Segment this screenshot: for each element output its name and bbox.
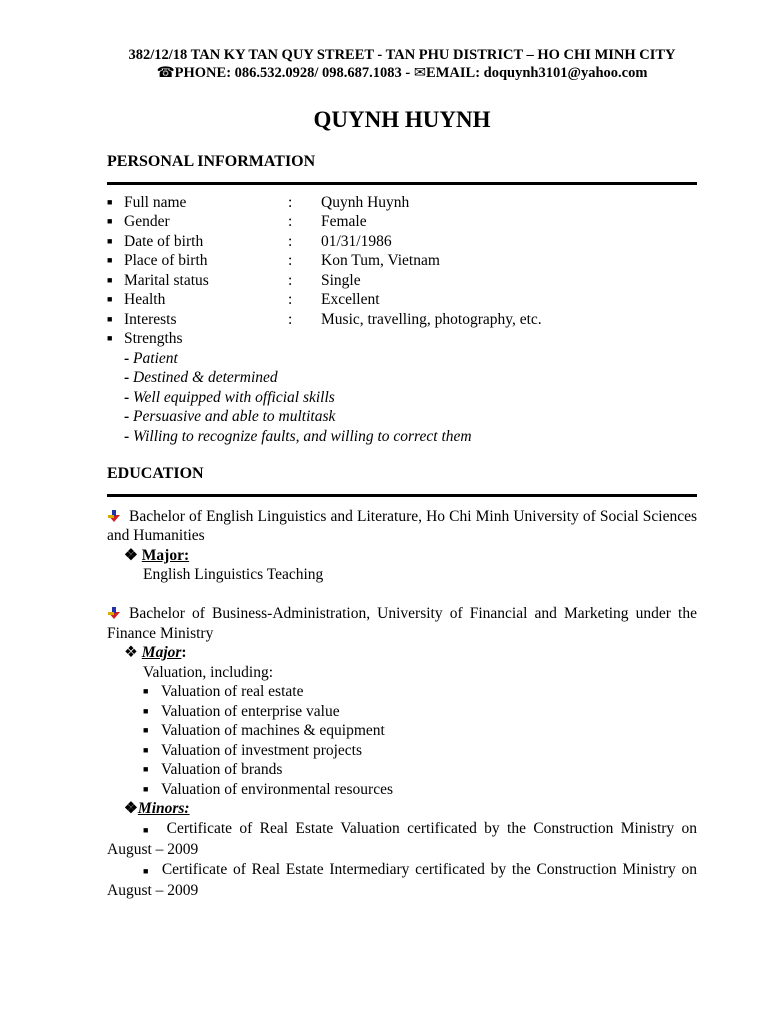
square-bullet-icon: ■ <box>107 216 113 226</box>
list-item: ■ Valuation of enterprise value <box>143 702 340 720</box>
strength-item: - Destined & determined <box>124 369 278 386</box>
square-bullet-icon: ■ <box>143 744 149 755</box>
square-bullet-icon: ■ <box>143 725 149 735</box>
strength-item: - Well equipped with official skills <box>124 388 335 406</box>
arrow-down-bullet-icon <box>107 507 129 527</box>
info-row <box>107 310 697 330</box>
info-label: Place of birth <box>124 252 208 269</box>
square-bullet-icon: ■ <box>143 783 149 794</box>
envelope-icon: ✉ <box>413 65 427 81</box>
square-bullet-icon: ■ <box>107 313 113 324</box>
degree-entry <box>107 604 697 643</box>
info-separator: : <box>288 193 293 211</box>
strength-item: - Willing to recognize faults, and willing to correct them <box>124 427 472 445</box>
section-divider <box>107 182 697 185</box>
info-value: 01/31/1986 <box>321 232 392 250</box>
list-item: ■ Valuation of real estate <box>143 683 304 700</box>
diamond-bullet-icon: ❖ <box>124 546 142 564</box>
education-heading: EDUCATION <box>107 465 204 482</box>
major-label: Major <box>141 644 182 661</box>
major-value: English Linguistics Teaching <box>143 566 324 583</box>
info-row <box>107 290 697 310</box>
major-heading <box>107 546 697 566</box>
info-row <box>107 251 697 271</box>
list-item: ■ Valuation of brands <box>143 761 283 778</box>
list-item: ■ Valuation of investment projects <box>143 741 363 759</box>
degree-entry <box>107 507 697 546</box>
square-bullet-icon: ■ <box>143 686 149 696</box>
info-label: Interests <box>124 310 177 328</box>
strength-item: - Patient <box>124 349 178 367</box>
info-value: Quynh Huynh <box>321 193 410 211</box>
info-row <box>107 212 697 232</box>
list-item: ■ Valuation of machines & equipment <box>143 722 385 739</box>
info-value: Kon Tum, Vietnam <box>321 252 440 269</box>
degree-title: Bachelor of English Linguistics and Literature, Ho Chi Minh University of Social Sciences and Humanities <box>107 507 697 544</box>
personal-info-list <box>107 193 697 447</box>
info-separator: : <box>288 310 293 328</box>
square-bullet-icon: ■ <box>107 274 113 285</box>
square-bullet-icon: ■ <box>143 705 149 716</box>
square-bullet-icon: ■ <box>143 824 152 835</box>
square-bullet-icon: ■ <box>107 333 113 343</box>
strengths-label: Strengths <box>124 330 183 347</box>
phone-icon: ☎ <box>156 65 175 81</box>
major-intro: Valuation, including: <box>143 663 274 681</box>
square-bullet-icon: ■ <box>107 255 113 265</box>
info-value: Female <box>321 213 367 230</box>
info-label: Date of birth <box>124 232 204 250</box>
resume-page <box>107 46 697 901</box>
info-value: Excellent <box>321 291 380 308</box>
info-value: Music, travelling, photography, etc. <box>321 310 542 328</box>
contact-line <box>107 64 697 82</box>
info-separator: : <box>288 291 293 308</box>
square-bullet-icon: ■ <box>143 865 151 876</box>
square-bullet-icon: ■ <box>107 235 113 246</box>
info-separator: : <box>288 252 293 269</box>
info-row <box>107 193 697 213</box>
diamond-bullet-icon: ❖ <box>124 644 142 661</box>
degree-title: Bachelor of Business-Administration, University of Financial and Marketing under the Finance Ministry <box>107 605 697 642</box>
personal-heading: PERSONAL INFORMATION <box>107 153 316 170</box>
square-bullet-icon: ■ <box>107 196 113 207</box>
email-text: EMAIL: doquynh3101@yahoo.com <box>426 65 648 81</box>
info-label: Marital status <box>124 271 209 289</box>
square-bullet-icon: ■ <box>107 294 113 304</box>
info-separator: : <box>288 213 293 230</box>
info-separator: : <box>288 271 293 289</box>
major-label: Major: <box>141 546 190 564</box>
minors-heading <box>107 799 697 819</box>
diamond-bullet-icon: ❖ <box>124 800 138 817</box>
minors-label: Minors: <box>137 800 190 817</box>
list-item: ■ Valuation of environmental resources <box>143 780 393 798</box>
major-heading: ❖ Major: <box>124 644 187 661</box>
section-divider <box>107 494 697 497</box>
info-label: Full name <box>124 193 187 211</box>
address-line: 382/12/18 TAN KY TAN QUY STREET - TAN PHU DISTRICT – HO CHI MINH CITY <box>128 47 676 63</box>
arrow-down-bullet-icon <box>107 604 129 624</box>
info-row <box>107 329 697 349</box>
candidate-name: QUYNH HUYNH <box>313 107 491 132</box>
info-label: Health <box>124 291 166 308</box>
info-row <box>107 271 697 291</box>
info-row <box>107 232 697 252</box>
minor-item: ■ Certificate of Real Estate Intermediary certificated by the Construction Ministry on August – 2009 <box>107 860 698 899</box>
minor-item: ■ Certificate of Real Estate Valuation certificated by the Construction Ministry on August – 2009 <box>107 819 698 858</box>
strength-item: - Persuasive and able to multitask <box>124 408 336 425</box>
info-separator: : <box>288 232 293 250</box>
square-bullet-icon: ■ <box>143 764 149 774</box>
info-label: Gender <box>124 213 170 230</box>
info-value: Single <box>321 271 361 289</box>
phone-text: PHONE: 086.532.0928/ 098.687.1083 - <box>174 65 414 81</box>
